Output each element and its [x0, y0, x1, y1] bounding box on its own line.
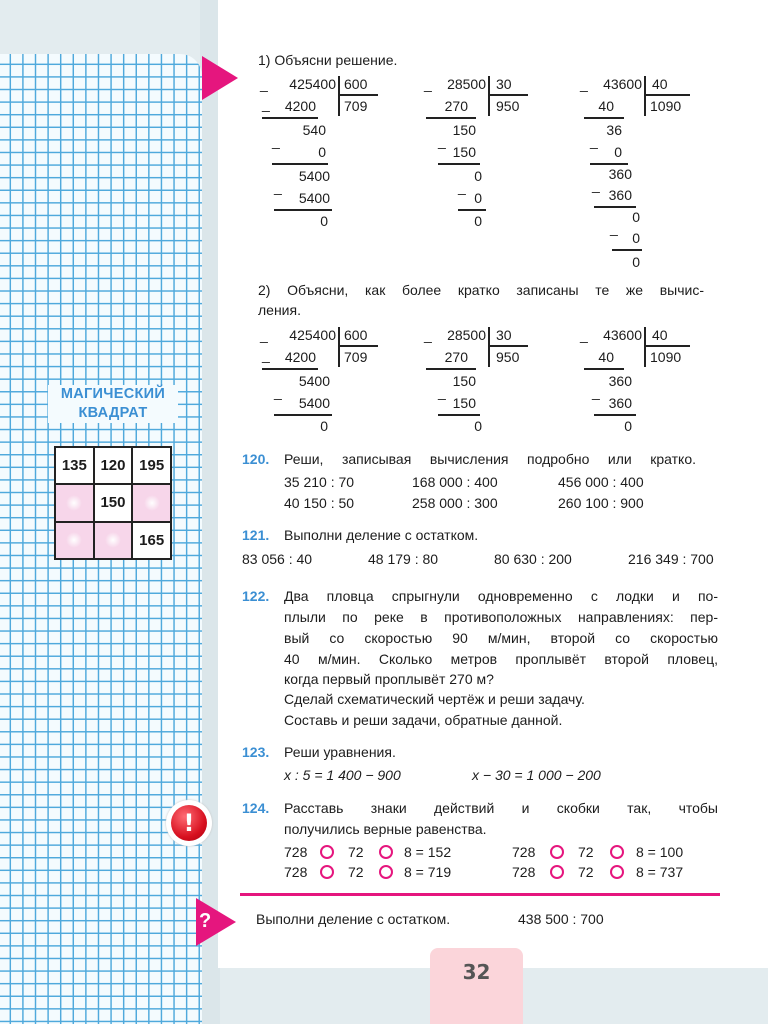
page-number-tab — [430, 948, 523, 1024]
question-icon: ? — [196, 898, 236, 946]
task-text: Выполни деление с остатком. — [284, 527, 479, 543]
minus-sign: _ — [592, 177, 600, 193]
step-line — [584, 368, 624, 370]
division-bar — [644, 327, 646, 367]
step: 0 — [632, 254, 640, 270]
division-bar — [488, 76, 490, 116]
minus-sign: _ — [424, 327, 432, 343]
task-text-line: Составь и реши задачи, обратные данной. — [284, 712, 563, 728]
divisor-line — [644, 94, 690, 96]
divisor: 30 — [496, 76, 512, 92]
magic-cell-empty — [56, 485, 93, 520]
expression: 80 630 : 200 — [494, 551, 572, 567]
equation-term: 8 = 152 — [404, 844, 452, 860]
step-line — [594, 414, 636, 416]
task-number: 122. — [242, 588, 270, 604]
quotient: 1090 — [650, 349, 682, 365]
step: 360 — [608, 395, 632, 411]
divisor-line — [644, 345, 690, 347]
quotient: 1090 — [650, 98, 682, 114]
equation-term: 8 = 737 — [636, 864, 684, 880]
magic-cell: 135 — [56, 448, 93, 483]
divisor: 40 — [652, 327, 668, 343]
expression: 35 210 : 70 — [284, 474, 355, 490]
page-number: 32 — [462, 960, 491, 984]
equation: x : 5 = 1 400 − 900 — [284, 767, 401, 783]
step-line — [458, 209, 486, 211]
magic-cell: 120 — [95, 448, 132, 483]
division-bar — [644, 76, 646, 116]
dividend: 43600 — [603, 327, 642, 343]
equation-term: 72 — [348, 864, 364, 880]
minus-sign: _ — [610, 220, 618, 236]
minus-sign: _ — [260, 327, 268, 343]
step-line — [426, 368, 476, 370]
quotient: 709 — [344, 98, 368, 114]
expression: 168 000 : 400 — [412, 474, 498, 490]
step: 150 — [452, 122, 476, 138]
division-bar — [488, 327, 490, 367]
step: 5400 — [298, 395, 330, 411]
equation-term: 728 — [512, 844, 536, 860]
attention-icon: ! — [166, 800, 212, 846]
step: 0 — [624, 418, 632, 434]
task-number: 123. — [242, 744, 270, 760]
task-number: 121. — [242, 527, 270, 543]
task-number: 120. — [242, 451, 270, 467]
step: 40 — [598, 349, 614, 365]
step: 36 — [606, 122, 622, 138]
step: 360 — [608, 187, 632, 203]
expression: 456 000 : 400 — [558, 474, 644, 490]
minus-sign: _ — [438, 133, 446, 149]
equation: x − 30 = 1 000 − 200 — [472, 767, 601, 783]
step: 270 — [444, 349, 468, 365]
step: 0 — [320, 213, 328, 229]
step: 4200 — [284, 98, 316, 114]
expression: 260 100 : 900 — [558, 495, 644, 511]
minus-sign: _ — [580, 327, 588, 343]
equation-term: 8 = 100 — [636, 844, 684, 860]
dividend: 28500 — [447, 76, 486, 92]
step-line — [262, 368, 318, 370]
equation-term: 728 — [284, 844, 308, 860]
equation-term: 8 = 719 — [404, 864, 452, 880]
minus-sign: _ — [424, 76, 432, 92]
minus-sign: _ — [458, 179, 466, 195]
step-line — [262, 117, 318, 119]
step: 0 — [474, 213, 482, 229]
step: 4200 — [284, 349, 316, 365]
step: 270 — [444, 98, 468, 114]
divider — [240, 893, 720, 896]
equation-term: 72 — [348, 844, 364, 860]
magic-cell: 150 — [95, 485, 132, 520]
sign-circle-icon[interactable] — [320, 845, 334, 859]
step: 0 — [474, 418, 482, 434]
division-bar — [338, 327, 340, 367]
divisor-line — [488, 94, 528, 96]
magic-cell-empty — [133, 485, 170, 520]
quotient: 709 — [344, 349, 368, 365]
sign-circle-icon[interactable] — [610, 865, 624, 879]
step: 40 — [598, 98, 614, 114]
step: 5400 — [298, 373, 330, 389]
step-line — [612, 249, 642, 251]
task-text-line: 40 м/мин. Сколько метров проплывёт второй пловец, — [284, 651, 718, 667]
minus-sign: _ — [274, 384, 282, 400]
expression: 216 349 : 700 — [628, 551, 714, 567]
step: 360 — [608, 373, 632, 389]
minus-sign: _ — [272, 133, 280, 149]
equation-term: 728 — [512, 864, 536, 880]
part2-heading: 2) Объясни, как более кратко записаны те же вычис- — [258, 282, 704, 298]
section-marker-icon — [202, 56, 238, 100]
magic-cell: 165 — [133, 523, 170, 558]
divisor-line — [338, 94, 378, 96]
task-text: получились верные равенства. — [284, 821, 487, 837]
divisor: 40 — [652, 76, 668, 92]
task-text-line: Сделай схематический чертёж и реши задачу. — [284, 691, 585, 707]
task-text-line: когда первый проплывёт 270 м? — [284, 671, 494, 687]
step: 0 — [614, 144, 622, 160]
step-line — [438, 414, 480, 416]
task-text: Расставь знаки действий и скобки так, чтобы — [284, 800, 718, 816]
step: 150 — [452, 373, 476, 389]
magic-cell: 195 — [133, 448, 170, 483]
minus-sign: _ — [580, 76, 588, 92]
step: 0 — [632, 230, 640, 246]
division-bar — [338, 76, 340, 116]
part1-heading: 1) Объясни решение. — [258, 52, 398, 68]
minus-sign: _ — [262, 347, 270, 363]
step: 5400 — [298, 168, 330, 184]
task-text: Реши уравнения. — [284, 744, 396, 760]
sign-circle-icon[interactable] — [550, 865, 564, 879]
step-line — [274, 209, 332, 211]
expression: 40 150 : 50 — [284, 495, 355, 511]
quotient: 950 — [496, 349, 520, 365]
step-line — [438, 163, 480, 165]
magic-cell-empty — [56, 523, 93, 558]
expression: 258 000 : 300 — [412, 495, 498, 511]
magic-square-title: МАГИЧЕСКИЙ КВАДРАТ — [48, 385, 178, 423]
minus-sign: _ — [262, 96, 270, 112]
dividend: 425400 — [289, 327, 336, 343]
dividend: 28500 — [447, 327, 486, 343]
step: 150 — [452, 395, 476, 411]
magic-square — [54, 446, 172, 560]
task-number: 124. — [242, 800, 270, 816]
dividend: 43600 — [603, 76, 642, 92]
step: 0 — [318, 144, 326, 160]
step: 0 — [474, 190, 482, 206]
equation-term: 728 — [284, 864, 308, 880]
step: 150 — [452, 144, 476, 160]
task-text-line: плыли по реке в противоположных направлениях: пер- — [284, 609, 718, 625]
part2-heading-cont: ления. — [258, 302, 301, 318]
divisor: 600 — [344, 327, 368, 343]
dividend: 425400 — [289, 76, 336, 92]
minus-sign: _ — [274, 179, 282, 195]
step-line — [272, 163, 328, 165]
step: 0 — [474, 168, 482, 184]
divisor-line — [338, 345, 378, 347]
minus-sign: _ — [438, 384, 446, 400]
sign-circle-icon[interactable] — [379, 845, 393, 859]
divisor: 30 — [496, 327, 512, 343]
expression: 48 179 : 80 — [368, 551, 439, 567]
divisor: 600 — [344, 76, 368, 92]
minus-sign: _ — [590, 133, 598, 149]
equation-term: 72 — [578, 844, 594, 860]
bottom-task-text: Выполни деление с остатком. — [256, 911, 451, 927]
minus-sign: _ — [592, 384, 600, 400]
step-line — [426, 117, 476, 119]
equation-term: 72 — [578, 864, 594, 880]
page-gutter — [200, 0, 220, 1024]
minus-sign: _ — [260, 76, 268, 92]
sign-circle-icon[interactable] — [320, 865, 334, 879]
magic-cell-empty — [95, 523, 132, 558]
bottom-task-expr: 438 500 : 700 — [518, 911, 604, 927]
task-text-line: Два пловца спрыгнули одновременно с лодки и по- — [284, 588, 718, 604]
divisor-line — [488, 345, 528, 347]
step-line — [274, 414, 332, 416]
step: 540 — [302, 122, 326, 138]
step: 5400 — [298, 190, 330, 206]
step: 360 — [608, 166, 632, 182]
step-line — [584, 117, 624, 119]
task-text: Реши, записывая вычисления подробно или кратко. — [284, 451, 696, 467]
step: 0 — [632, 209, 640, 225]
sign-circle-icon[interactable] — [610, 845, 624, 859]
task-text-line: вый со скоростью 90 м/мин, второй со скоростью — [284, 630, 718, 646]
sign-circle-icon[interactable] — [550, 845, 564, 859]
quotient: 950 — [496, 98, 520, 114]
sign-circle-icon[interactable] — [379, 865, 393, 879]
expression: 83 056 : 40 — [242, 551, 313, 567]
step: 0 — [320, 418, 328, 434]
